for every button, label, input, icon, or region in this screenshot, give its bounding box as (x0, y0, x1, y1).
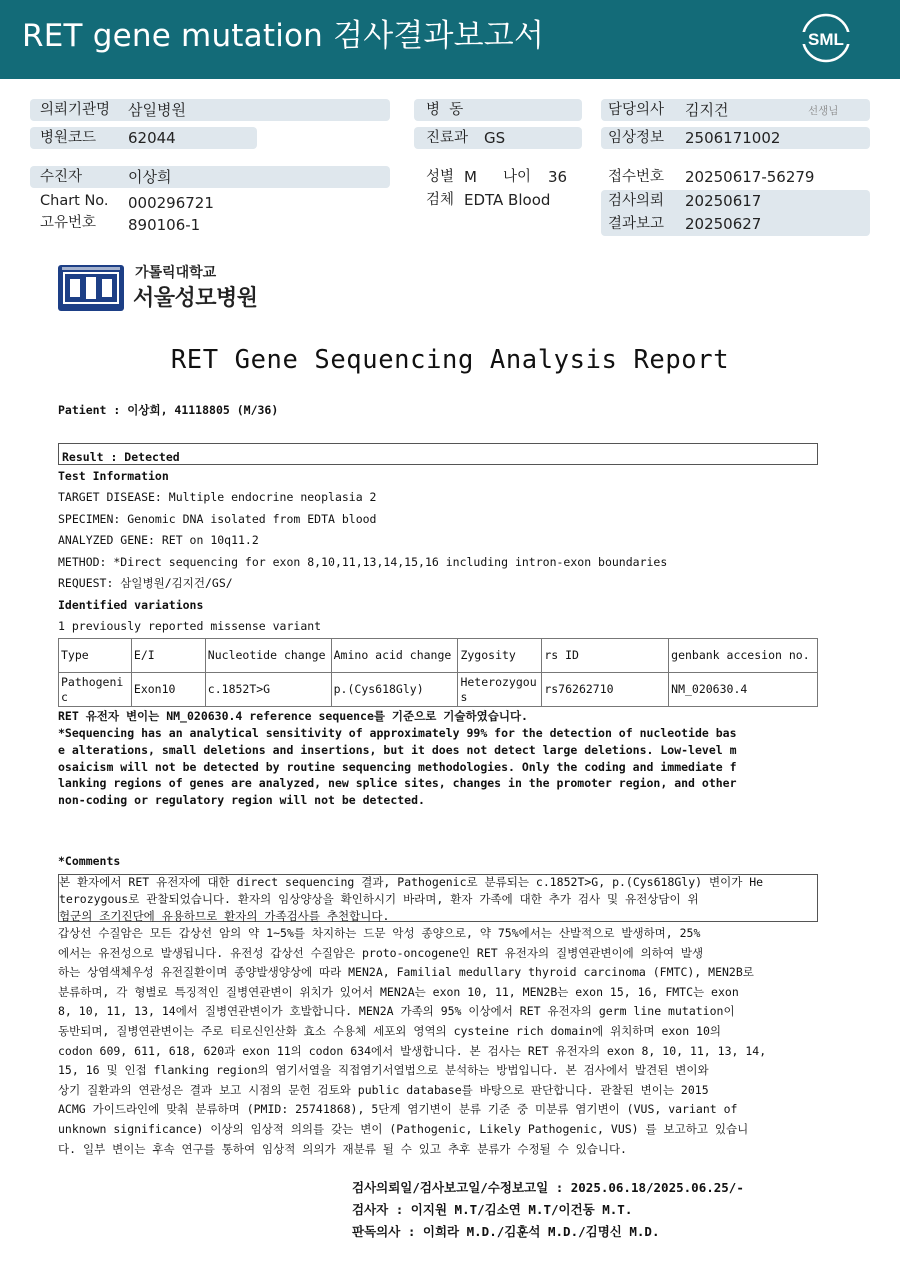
result-text: Result : Detected (62, 450, 180, 464)
table-header-cell: genbank accesion no. (669, 639, 818, 673)
sensitivity-line: lanking regions of genes are analyzed, new splice sites, changes in the promoter region, and other (58, 776, 737, 791)
specimen-value: EDTA Blood (464, 191, 551, 209)
table-header-row (59, 639, 818, 673)
comment-box-text (59, 874, 763, 924)
hospital-code-value: 62044 (128, 129, 176, 147)
comments-heading: *Comments (58, 854, 121, 868)
comment-line: 15, 16 및 인접 flanking region의 염기서열을 직접염기서열법으로 분석하는 방법입니다. 본 검사에서 발견된 변이와 (58, 1063, 709, 1078)
chart-value: 000296721 (128, 194, 214, 212)
hospital-code-label: 병원코드 (40, 130, 97, 146)
sex-value: M (464, 168, 477, 186)
table-cell: p.(Cys618Gly) (331, 673, 458, 707)
sensitivity-paragraph (58, 725, 737, 809)
patient-value: 이상희 (128, 168, 172, 186)
table-cell: rs76262710 (542, 673, 669, 707)
sensitivity-line: e alterations, small deletions and insertions, but it does not detect large deletions. Low-level m (58, 742, 737, 757)
comment-line: 갑상선 수질암은 모든 갑상선 암의 약 1~5%를 차지하는 드문 악성 종양으로, 약 75%에서는 산발적으로 발생하며, 25% (58, 926, 701, 940)
comment-box-line: terozygous로 관찰되었습니다. 환자의 임상양상을 확인하시기 바라며, 환자 가족에 대한 추가 검사 및 유전상담이 위 (59, 891, 699, 906)
comment-line: 8, 10, 11, 13, 14에서 질병연관변이가 호발합니다. MEN2A 가족의 95% 이상에서 RET 유전자의 germ line mutation이 (58, 1004, 735, 1019)
comment-line: 상기 질환과의 연관성은 결과 보고 시점의 문헌 검토와 public database를 바탕으로 판단합니다. 관찰된 변이는 2015 (58, 1082, 709, 1097)
report-date-label: 결과보고 (608, 216, 665, 232)
doctor-suffix: 선생님 (808, 105, 839, 117)
hospital-emblem-icon (58, 265, 124, 311)
reference-line: RET 유전자 변이는 NM_020630.4 reference sequence를 기준으로 기술하였습니다. (58, 709, 528, 723)
ward-label: 병 동 (426, 102, 464, 118)
clinical-label: 임상정보 (608, 130, 665, 146)
variant-table (58, 638, 818, 707)
footer-testers: 검사자 : 이지원 M.T/김소연 M.T/이건동 M.T. (352, 1202, 633, 1217)
request-date-label: 검사의뢰 (608, 193, 665, 209)
footer-dates: 검사의뢰일/검사보고일/수정보고일 : 2025.06.18/2025.06.25/- (352, 1180, 744, 1195)
request-date-value: 20250617 (685, 192, 762, 210)
table-header-cell: rs ID (542, 639, 669, 673)
sml-logo-text: SML (808, 30, 844, 49)
dept-value: GS (484, 129, 506, 147)
specimen-label: 검체 (426, 192, 455, 208)
specimen-line: SPECIMEN: Genomic DNA isolated from EDTA blood (58, 512, 377, 526)
comment-line: 동반되며, 질병연관변이는 주로 티로신인산화 효소 수용체 세포외 영역의 cysteine rich domain에 위치하며 exon 10의 (58, 1023, 722, 1038)
sex-label: 성별 (426, 169, 455, 185)
table-header-cell: Zygosity (458, 639, 542, 673)
comment-line: 다. 일부 변이는 후속 연구를 통하여 임상적 의의가 재분류 될 수 있고 추후 분류가 수정될 수 있습니다. (58, 1141, 627, 1156)
hospital-name: 서울성모병원 (133, 286, 258, 311)
sensitivity-line: osaicism will not be detected by routine sequencing methodologies. Only the coding and immediate f (58, 759, 737, 774)
table-cell: NM_020630.4 (669, 673, 818, 707)
patient-line: Patient : 이상희, 41118805 (M/36) (58, 403, 279, 417)
variant-summary: 1 previously reported missense variant (58, 619, 322, 633)
header-banner (0, 0, 900, 79)
report-title: RET Gene Sequencing Analysis Report (170, 345, 730, 375)
unique-id-label: 고유번호 (40, 215, 97, 231)
unique-id-value: 890106-1 (128, 216, 201, 234)
comment-line: 하는 상염색체우성 유전질환이며 종양발생양상에 따라 MEN2A, Familial medullary thyroid carcinoma (FMTC), MEN2B로 (58, 965, 754, 980)
table-header-cell: Type (59, 639, 132, 673)
table-header-cell: E/I (131, 639, 205, 673)
sensitivity-line: non-coding or regulatory region will not be detected. (58, 793, 425, 808)
comment-body (58, 924, 766, 1159)
comment-line: ACMG 가이드라인에 맞춰 분류하며 (PMID: 25741868), 5단계 염기변이 분류 기준 중 미분류 염기변이 (VUS, variant of (58, 1102, 738, 1117)
table-cell: Heterozygous (458, 673, 542, 707)
age-label: 나이 (503, 169, 532, 185)
requester-label: 의뢰기관명 (40, 102, 111, 118)
analyzed-gene: ANALYZED GENE: RET on 10q11.2 (58, 533, 259, 547)
table-cell: Exon10 (131, 673, 205, 707)
sml-logo-icon (800, 12, 852, 64)
info-bar (30, 166, 390, 188)
comment-line: 에서는 유전성으로 발생됩니다. 유전성 갑상선 수질암은 proto-oncogene인 RET 유전자의 질병연관변이에 의하여 발생 (58, 945, 704, 960)
hospital-university: 가톨릭대학교 (135, 265, 217, 281)
identified-heading: Identified variations (58, 598, 204, 612)
report-header-title: RET gene mutation 검사결과보고서 (22, 18, 545, 54)
requester-value: 삼일병원 (128, 101, 186, 119)
dept-label: 진료과 (426, 130, 469, 146)
clinical-value: 2506171002 (685, 129, 781, 147)
table-row (59, 673, 818, 707)
footer-doctors: 판독의사 : 이희라 M.D./김훈석 M.D./김명신 M.D. (352, 1224, 660, 1239)
table-header-cell: Amino acid change (331, 639, 458, 673)
test-info-heading: Test Information (58, 469, 169, 483)
chart-label: Chart No. (40, 193, 109, 209)
comment-line: codon 609, 611, 618, 620과 exon 11의 codon 634에서 발생합니다. 본 검사는 RET 유전자의 exon 8, 10, 11, 13, 14, (58, 1043, 767, 1058)
table-header-cell: Nucleotide change (205, 639, 331, 673)
patient-label: 수진자 (40, 169, 83, 185)
doctor-value: 김지건 (685, 101, 729, 119)
doctor-label: 담당의사 (608, 102, 665, 118)
receipt-label: 접수번호 (608, 169, 665, 185)
request-line: REQUEST: 삼일병원/김지건/GS/ (58, 576, 233, 590)
table-cell: c.1852T>G (205, 673, 331, 707)
receipt-value: 20250617-56279 (685, 168, 815, 186)
report-date-value: 20250627 (685, 215, 762, 233)
table-cell: Pathogenic (59, 673, 132, 707)
comment-line: unknown significance) 이상의 임상적 의의를 갖는 변이 (Pathogenic, Likely Pathogenic, VUS) 를 보고하고 있습니 (58, 1121, 749, 1136)
target-disease: TARGET DISEASE: Multiple endocrine neoplasia 2 (58, 490, 377, 504)
sensitivity-line: *Sequencing has an analytical sensitivity of approximately 99% for the detection of nucleotide bas (58, 726, 737, 740)
comment-box-line: 험군의 조기진단에 유용하므로 환자의 가족검사를 추천합니다. (59, 908, 390, 923)
method-line: METHOD: *Direct sequencing for exon 8,10,11,13,14,15,16 including intron-exon boundaries (58, 555, 668, 569)
result-box (58, 443, 818, 465)
age-value: 36 (548, 168, 568, 186)
comment-box-line: 본 환자에서 RET 유전자에 대한 direct sequencing 결과, Pathogenic로 분류되는 c.1852T>G, p.(Cys618Gly) 변이가 He (59, 875, 764, 889)
comment-line: 분류하며, 각 형별로 특징적인 질병연관변이 위치가 있어서 MEN2A는 exon 10, 11, MEN2B는 exon 15, 16, FMTC는 exon (58, 984, 739, 999)
